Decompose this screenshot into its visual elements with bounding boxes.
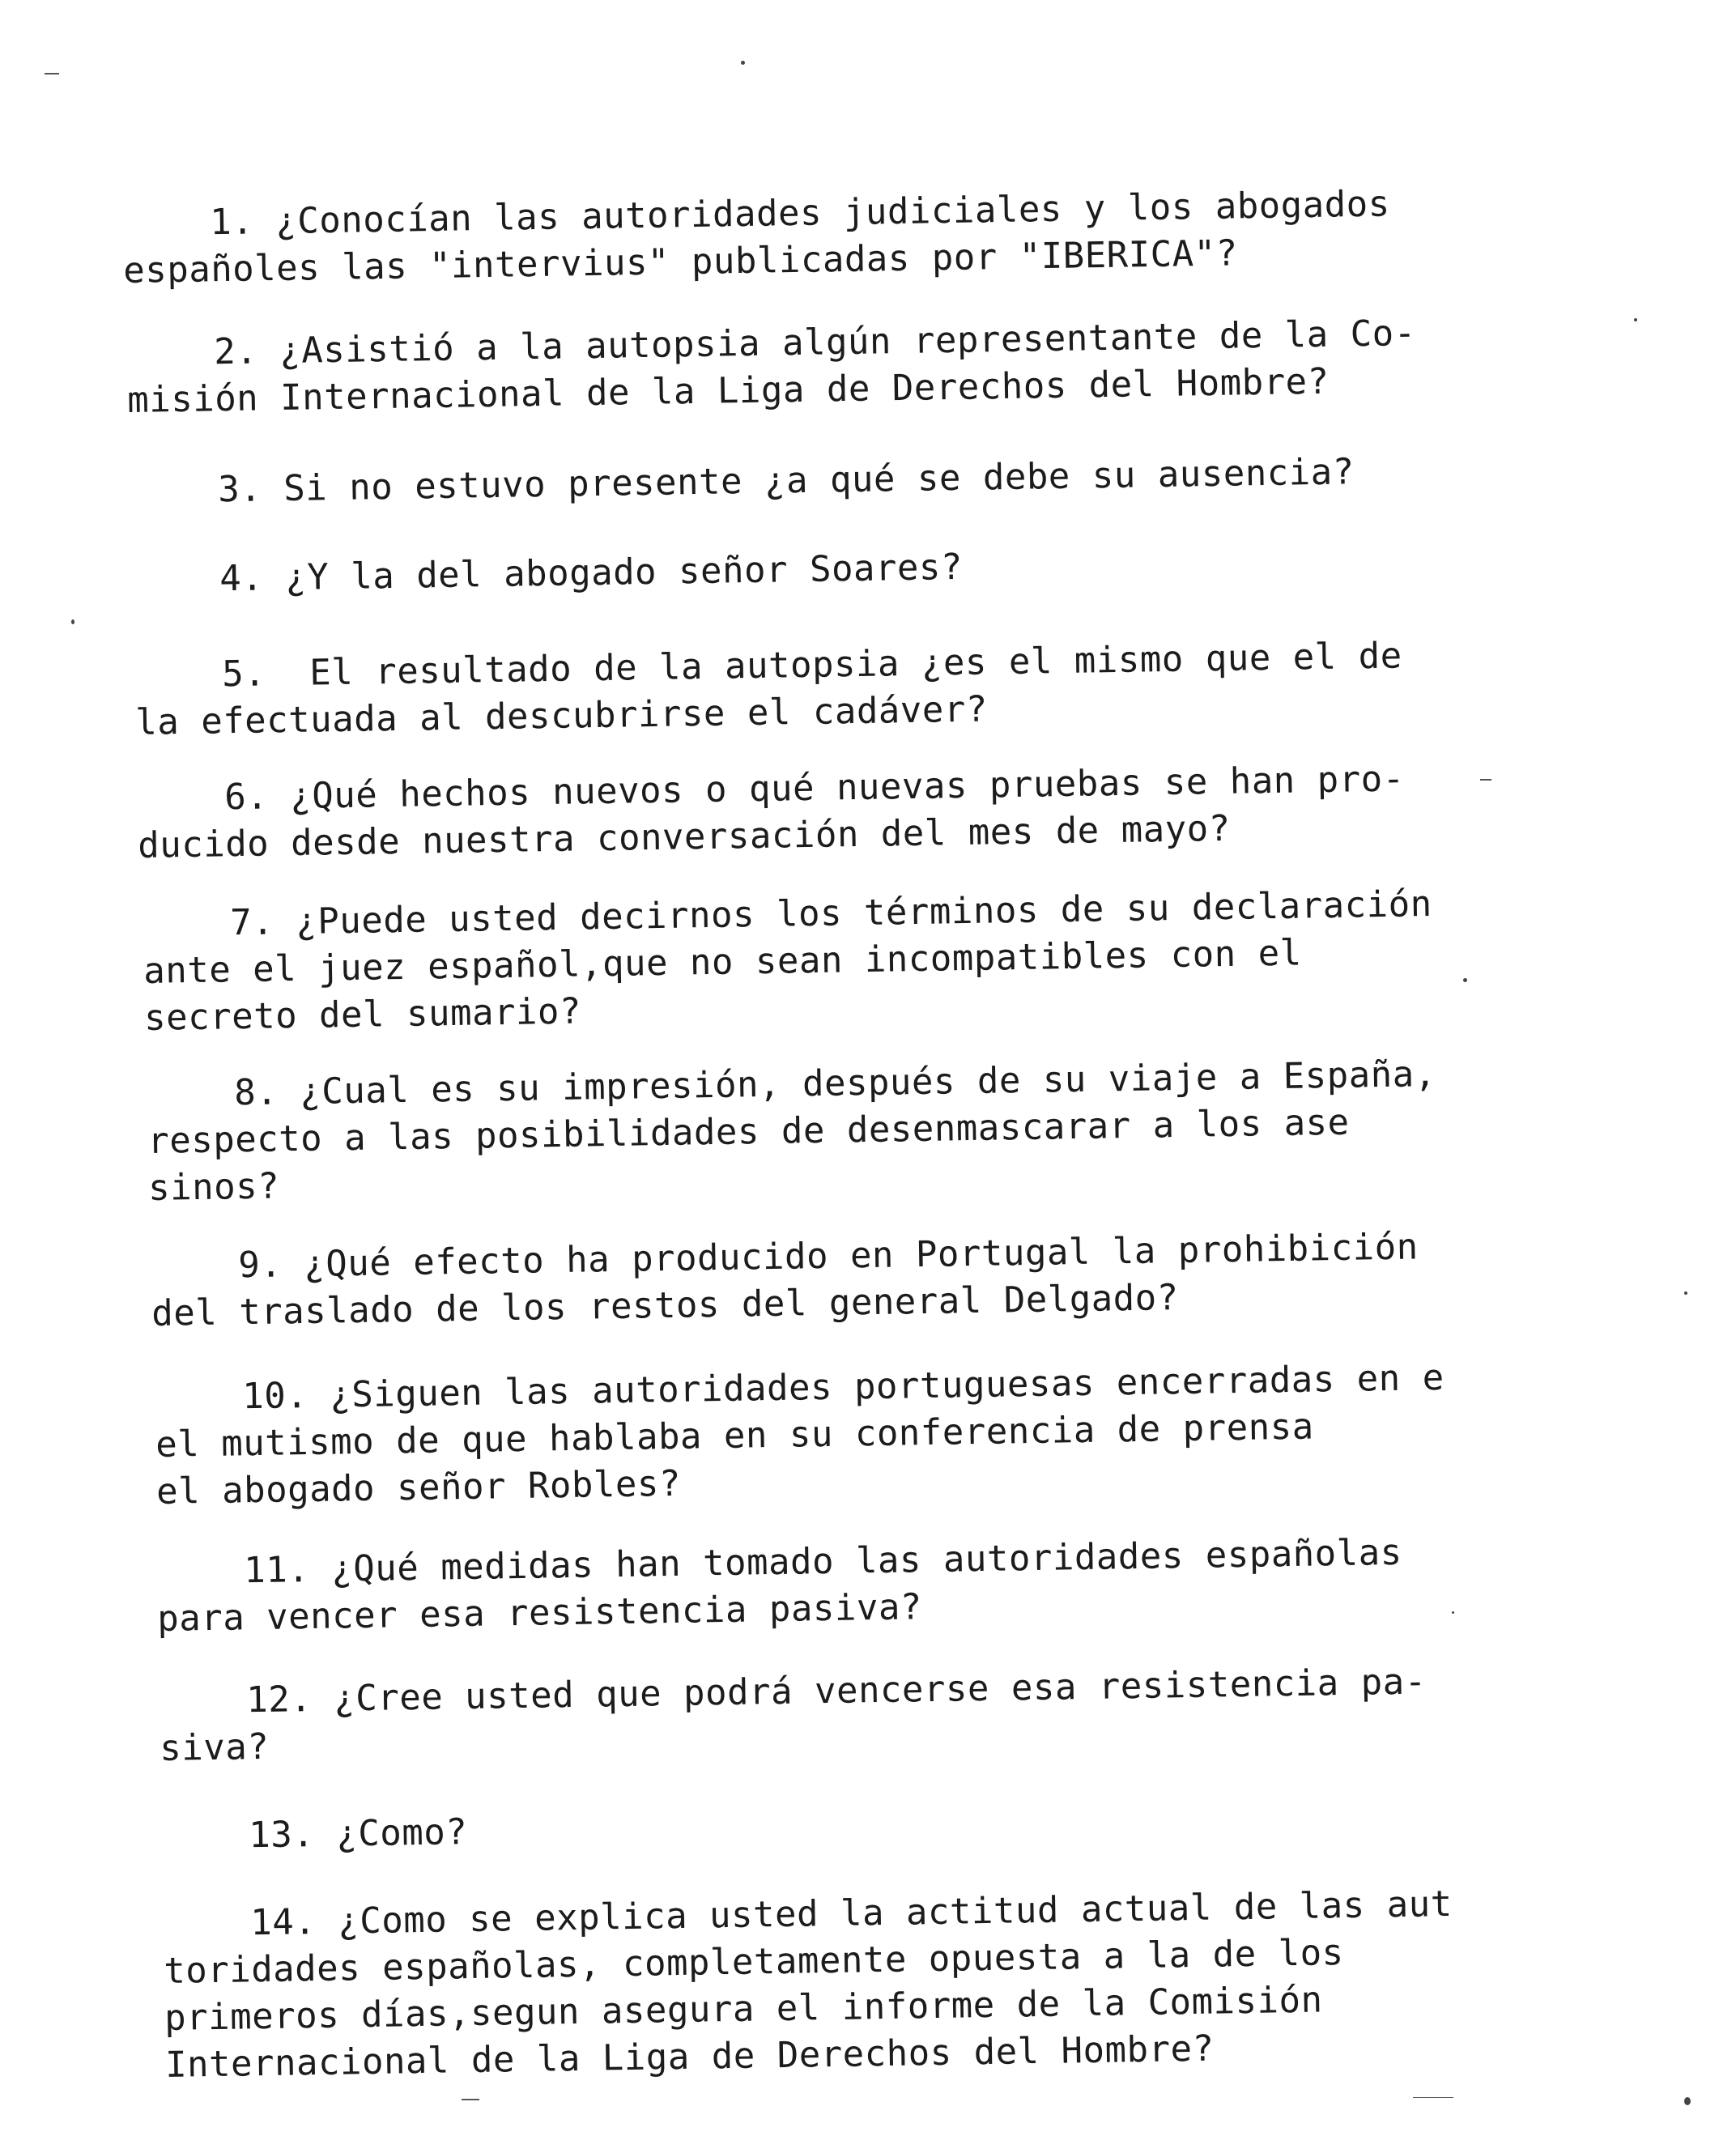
question-number: 13. <box>248 1814 315 1857</box>
question-text: ¿Cree usted que podrá vencerse esa resistencia pa- siva? <box>159 1661 1428 1769</box>
question-number: 7. <box>229 901 274 944</box>
question-text: ¿Siguen las autoridades portuguesas encerradas en e el mutismo de que hablaba en su conferencia de prensa el abogado señor Robles? <box>155 1356 1445 1513</box>
question-text: ¿Cual es su impresión, después de su viaje a España, respecto a las posibilidades de desenmascarar a los ase sinos? <box>147 1053 1437 1209</box>
question-number: 6. <box>223 776 269 819</box>
question-text: ¿Como? <box>335 1811 468 1855</box>
question-number: 8. <box>233 1071 279 1114</box>
question-number: 5. <box>221 653 266 696</box>
question-text: ¿Asistió a la autopsia algún representante de la Co- misión Internacional de la Liga de Derechos del Hombre? <box>126 312 1417 421</box>
question-text: ¿Puede usted decirnos los términos de su declaración ante el juez español,que no sean incompatibles con el secreto del sumario? <box>143 883 1433 1039</box>
question-number: 12. <box>245 1679 313 1721</box>
scan-speck <box>1463 978 1467 982</box>
question-number: 1. <box>209 201 254 244</box>
question-number: 14. <box>249 1901 317 1944</box>
question-number: 4. <box>219 557 264 600</box>
question-text: ¿Qué medidas han tomado las autoridades españolas para vencer esa resistencia pasiva? <box>156 1531 1403 1640</box>
question-text: ¿Qué efecto ha producido en Portugal la prohibición del traslado de los restos del general Delgado? <box>151 1226 1419 1334</box>
question-text: El resultado de la autopsia ¿es el mismo que el de la efectuada al descubrirse el cadáver? <box>134 635 1403 743</box>
question-text: ¿Conocían las autoridades judiciales y los abogados españoles las "intervius" publicadas por "IBERICA"? <box>122 183 1391 291</box>
scan-speck <box>1452 1611 1454 1614</box>
question-number: 11. <box>243 1549 310 1592</box>
scan-speck <box>1684 2097 1691 2105</box>
scan-speck <box>741 61 745 65</box>
scan-mark <box>45 73 59 74</box>
scan-mark <box>1480 779 1491 781</box>
question-number: 3. <box>217 468 262 511</box>
scan-mark <box>1413 2097 1453 2098</box>
question-text: ¿Y la del abogado señor Soares? <box>284 546 964 599</box>
question-text: ¿Como se explica usted la actitud actual de las aut toridades españolas, completamente opuesta a la de los primeros días,segun asegura el informe de la Comisión Internacional de la Liga de Derechos del Hombre? <box>163 1883 1453 2086</box>
scan-speck <box>71 619 74 624</box>
scan-speck <box>1684 1291 1687 1295</box>
question-number: 2. <box>213 330 258 373</box>
question-number: 9. <box>237 1244 283 1287</box>
question-text: Si no estuvo presente ¿a qué se debe su ausencia? <box>283 451 1355 510</box>
scan-speck <box>1634 318 1637 321</box>
question-text: ¿Qué hechos nuevos o qué nuevas pruebas se han pro- ducido desde nuestra conversación del mes de mayo? <box>137 758 1406 866</box>
question-14 <box>162 1830 1704 2136</box>
scan-mark <box>462 2099 479 2100</box>
question-number: 10. <box>241 1375 308 1418</box>
